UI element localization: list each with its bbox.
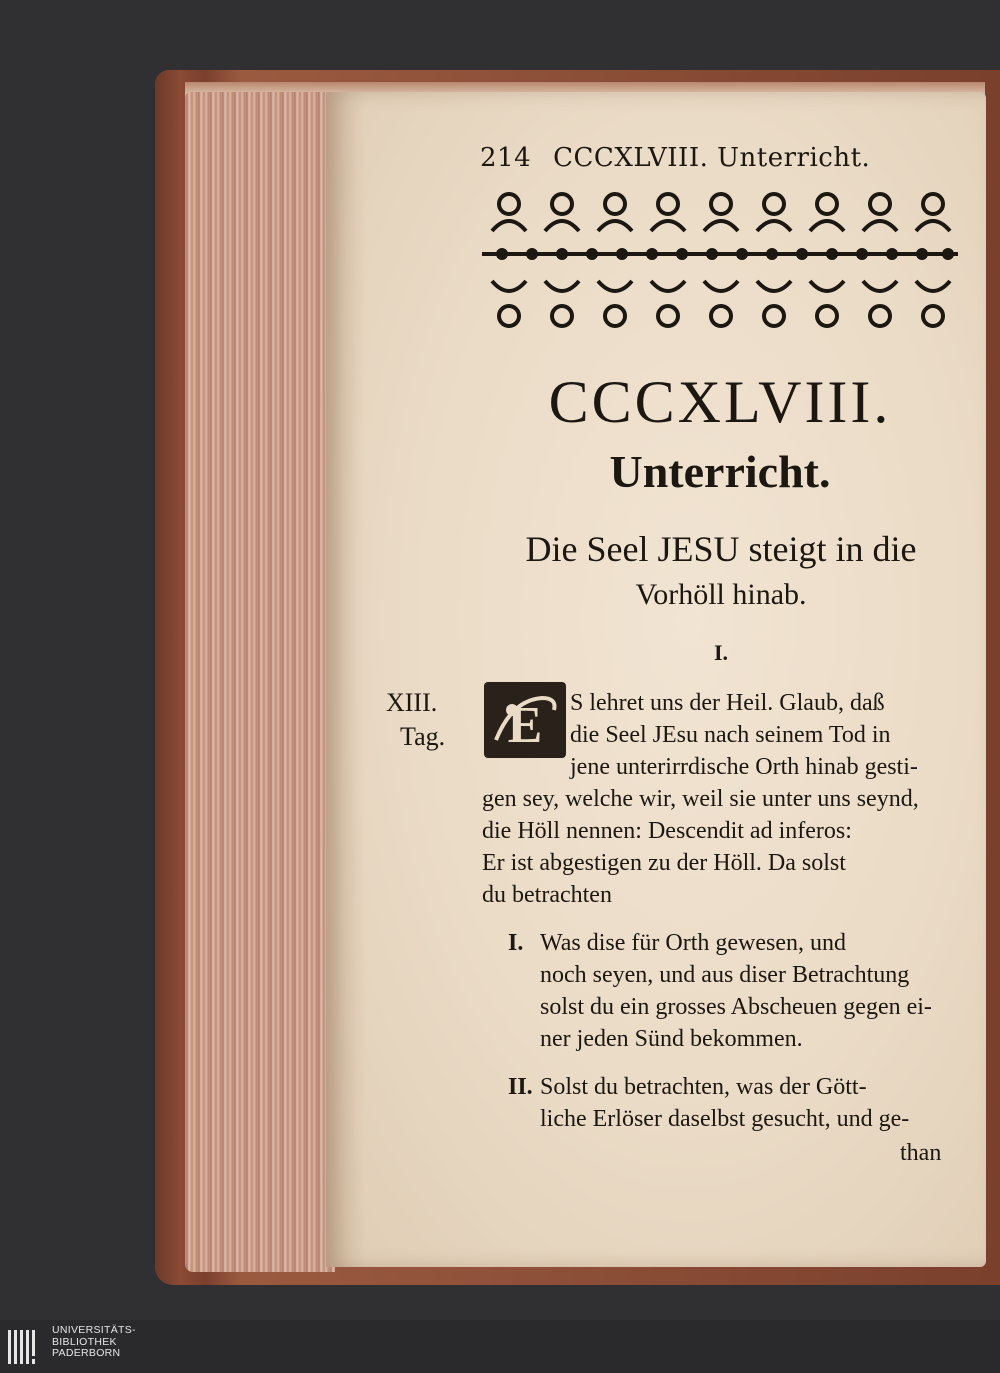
gutter-shadow (326, 92, 366, 1267)
ornament-bottom-row (492, 281, 950, 326)
point-line: solst du ein grosses Abscheuen gegen ei- (540, 994, 932, 1020)
paragraph-line: die Höll nennen: Descendit ad inferos: (482, 818, 852, 844)
paragraph-line: jene unterirrdische Orth hinab gesti- (570, 754, 918, 780)
chapter-number: CCCXLVIII. (548, 369, 892, 435)
library-name-line-1: UNIVERSITÄTS- (52, 1324, 136, 1336)
catchword: than (900, 1140, 942, 1166)
paragraph-line: Er ist abgestigen zu der Höll. Da solst (482, 850, 846, 876)
library-logo-icon (6, 1326, 46, 1368)
paragraph-line: S lehret uns der Heil. Glaub, daß (570, 690, 885, 716)
footer-bar (0, 1320, 1000, 1373)
point-line: liche Erlöser daselbst gesucht, und ge- (540, 1106, 910, 1132)
decorated-initial (482, 680, 568, 760)
floral-ornament (482, 186, 958, 336)
subtitle-line-1: Die Seel JESU steigt in die (525, 529, 917, 569)
section-number: I. (714, 640, 729, 665)
point-line: noch seyen, und aus diser Betrachtung (540, 962, 910, 988)
paragraph-line: du betrachten (482, 882, 612, 908)
library-name (52, 1325, 136, 1360)
page-edges (185, 92, 335, 1272)
ornament-middle-row (482, 248, 958, 260)
running-head (480, 143, 870, 173)
paragraph-line: die Seel JEsu nach seinem Tod in (570, 722, 891, 748)
page-number: 214 (480, 143, 532, 173)
ornament-top-row (492, 194, 950, 231)
running-head-title: CCCXLVIII. Unterricht. (553, 143, 871, 173)
point-label: I. (508, 930, 524, 956)
library-name-line-3: PADERBORN (52, 1347, 121, 1359)
margin-note-day-label: Tag. (400, 722, 446, 751)
point-label: II. (508, 1074, 533, 1100)
point-line: ner jeden Sünd bekommen. (540, 1026, 803, 1052)
subtitle-line-2: Vorhöll hinab. (635, 578, 807, 611)
chapter-title: Unterricht. (609, 446, 831, 497)
svg-text:E: E (507, 697, 543, 754)
margin-note-day-number: XIII. (386, 688, 438, 717)
point-line: Was dise für Orth gewesen, und (540, 930, 846, 956)
point-line: Solst du betrachten, was der Gött- (540, 1074, 867, 1100)
library-name-line-2: BIBLIOTHEK (52, 1335, 117, 1348)
paragraph-line: gen sey, welche wir, weil sie unter uns seynd, (482, 786, 919, 812)
